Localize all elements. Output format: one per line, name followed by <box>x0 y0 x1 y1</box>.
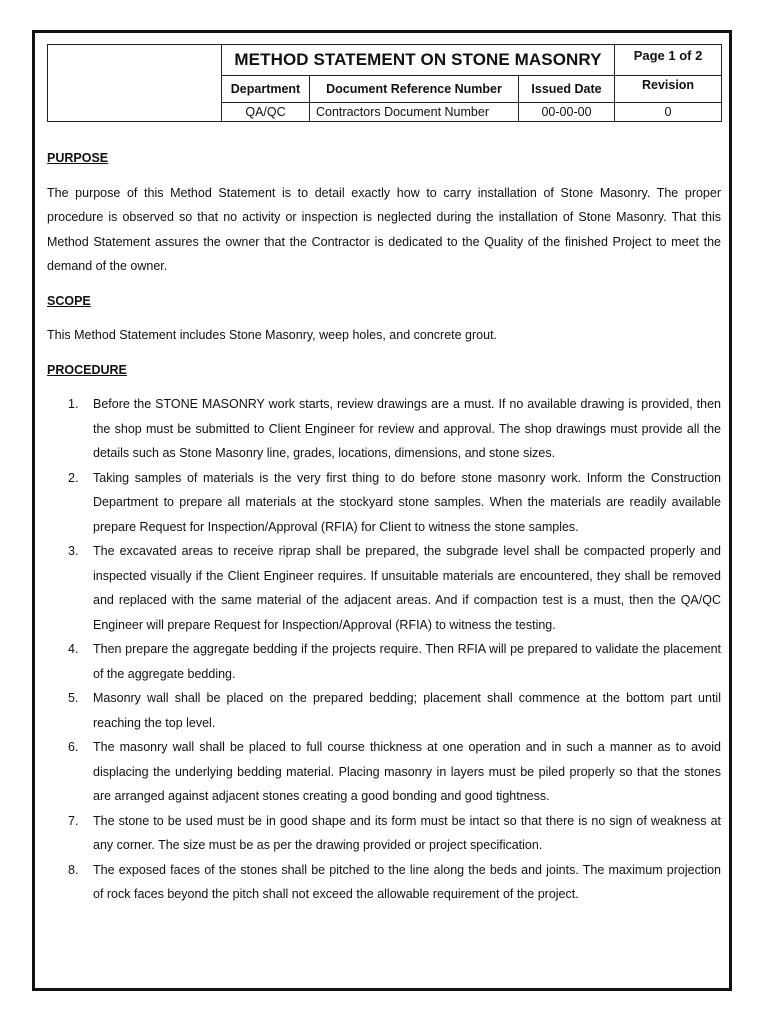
step-text: The masonry wall shall be placed to full course thickness at one operation and in such a manner as to avoid displacing the underlying bedding material. Placing masonry in layers must be piled properly so that the stones are arranged against adjacent stones creating a good bonding and good tightness. <box>93 740 721 803</box>
document-header-table <box>47 44 722 122</box>
purpose-heading: PURPOSE <box>47 151 109 165</box>
step-number: 8. <box>68 862 79 877</box>
procedure-list <box>47 392 721 907</box>
revision-label: Revision <box>615 76 722 103</box>
doc-ref-value: Contractors Document Number <box>310 103 519 122</box>
procedure-step-4 <box>47 637 721 686</box>
step-text: Then prepare the aggregate bedding if the projects require. Then RFIA will pe prepared to validate the placement of the aggregate bedding. <box>93 642 721 681</box>
scope-text: This Method Statement includes Stone Masonry, weep holes, and concrete grout. <box>47 328 498 342</box>
scope-heading: SCOPE <box>47 293 91 308</box>
step-text: Taking samples of materials is the very first thing to do before stone masonry work. Inform the Construction Department to prepare all materials at the stockyard stone samples. When the materials are readily available prepare Request for Inspection/Approval (RFIA) for Client to witness the stone samples. <box>93 470 721 534</box>
procedure-step-8 <box>47 858 721 907</box>
issued-date-value: 00-00-00 <box>519 103 615 122</box>
issued-date-label: Issued Date <box>519 76 615 103</box>
procedure-step-6 <box>47 735 721 809</box>
revision-value: 0 <box>615 103 722 122</box>
procedure-step-1 <box>47 392 721 466</box>
step-text: The stone to be used must be in good shape and its form must be intact so that there is no sign of weakness at any corner. The size must be as per the drawing provided or project specification. <box>93 813 721 852</box>
document-title: METHOD STATEMENT ON STONE MASONRY <box>222 45 615 76</box>
step-number: 7. <box>68 813 79 828</box>
document-body <box>47 146 721 907</box>
step-number: 3. <box>68 544 79 558</box>
procedure-step-7 <box>47 809 721 858</box>
procedure-step-2 <box>47 466 721 540</box>
step-number: 6. <box>68 740 79 754</box>
step-text: The exposed faces of the stones shall be pitched to the line along the beds and joints. The maximum projection of rock faces beyond the pitch shall not exceed the allowable requirement of the project. <box>93 862 721 901</box>
department-label: Department <box>222 76 310 103</box>
step-number: 5. <box>68 691 79 705</box>
step-number: 1. <box>68 397 79 411</box>
page-number: Page 1 of 2 <box>615 45 722 76</box>
step-text: The excavated areas to receive riprap shall be prepared, the subgrade level shall be compacted properly and inspected visually if the Client Engineer requires. If unsuitable materials are encountered, they shall be removed and replaced with the same material of the adjacent areas. And if compaction test is a must, then the QA/QC Engineer will prepare Request for Inspection/Approval (RFIA) to witness the testing. <box>93 544 721 632</box>
purpose-text: The purpose of this Method Statement is to detail exactly how to carry installation of Stone Masonry. The proper procedure is observed so that no activity or inspection is neglected during the installation of Stone Masonry. That this Method Statement assures the owner that the Contractor is dedicated to the Quality of the finished Project to meet the demand of the owner. <box>47 185 721 273</box>
step-text: Before the STONE MASONRY work starts, review drawings are a must. If no available drawing is provided, then the shop must be submitted to Client Engineer for review and approval. The shop drawings must provide all the details such as Stone Masonry line, grades, locations, dimensions, and stone sizes. <box>93 397 721 460</box>
step-number: 2. <box>68 470 79 485</box>
procedure-step-5 <box>47 686 721 735</box>
procedure-heading: PROCEDURE <box>47 362 127 377</box>
department-value: QA/QC <box>222 103 310 122</box>
procedure-step-3 <box>47 539 721 637</box>
step-text: Masonry wall shall be placed on the prepared bedding; placement shall commence at the bottom part until reaching the top level. <box>93 691 721 730</box>
logo-cell <box>48 45 222 122</box>
step-number: 4. <box>68 642 79 656</box>
doc-ref-label: Document Reference Number <box>310 76 519 103</box>
